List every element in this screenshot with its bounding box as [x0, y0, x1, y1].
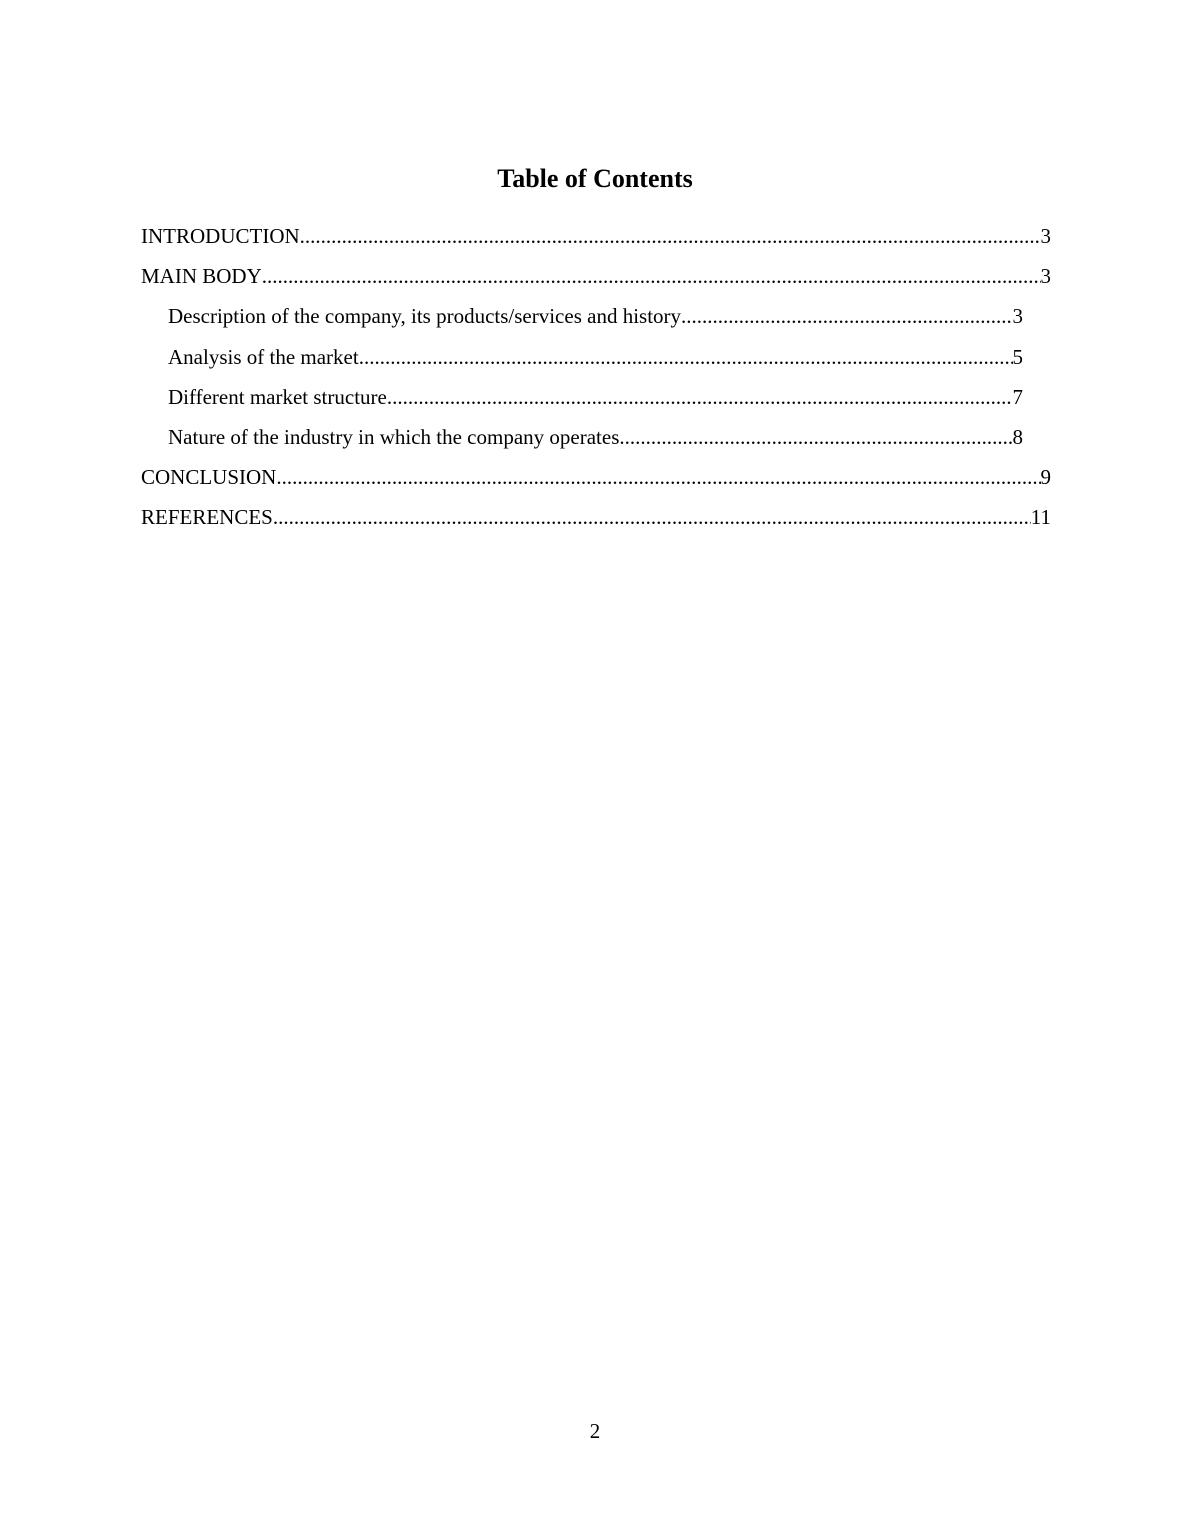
toc-entry-page: 11 — [1030, 505, 1051, 530]
toc-dot-leader — [273, 501, 1031, 533]
toc-dot-leader — [387, 381, 1013, 413]
toc-entry-conclusion[interactable] — [141, 461, 1051, 501]
toc-entry-label: Nature of the industry in which the company operates — [168, 424, 620, 449]
toc-list — [141, 220, 1051, 542]
toc-entry-label: INTRODUCTION — [141, 224, 300, 248]
toc-entry-industry-nature[interactable] — [141, 421, 1023, 461]
toc-entry-label: CONCLUSION — [141, 465, 277, 490]
toc-entry-main-body[interactable] — [141, 260, 1051, 300]
toc-entry-page: 3 — [1012, 304, 1023, 329]
toc-entry-label: Description of the company, its products/services and history — [168, 304, 682, 329]
toc-entry-label: Analysis of the market — [168, 344, 359, 369]
toc-dot-leader — [619, 421, 1012, 453]
toc-dot-leader — [681, 300, 1012, 332]
toc-dot-leader — [300, 220, 1041, 252]
toc-dot-leader — [276, 461, 1040, 493]
toc-entry-label: REFERENCES — [141, 505, 273, 530]
toc-entry-introduction[interactable] — [141, 220, 1051, 260]
page-number: 2 — [589, 1419, 601, 1443]
toc-entry-company-description[interactable] — [141, 300, 1023, 340]
toc-entry-market-structure[interactable] — [141, 381, 1023, 421]
toc-entry-page: 3 — [1040, 224, 1051, 248]
toc-entry-label: Different market structure — [168, 384, 387, 409]
toc-entry-page: 9 — [1040, 465, 1051, 490]
toc-entry-market-analysis[interactable] — [141, 341, 1023, 381]
toc-entry-label: MAIN BODY — [141, 264, 262, 289]
toc-dot-leader — [359, 341, 1013, 373]
toc-dot-leader — [262, 260, 1041, 292]
toc-entry-page: 7 — [1012, 384, 1023, 409]
toc-entry-page: 5 — [1012, 344, 1023, 369]
toc-title: Table of Contents — [497, 164, 693, 193]
toc-entry-page: 8 — [1012, 424, 1023, 449]
toc-entry-references[interactable] — [141, 501, 1051, 541]
toc-entry-page: 3 — [1040, 264, 1051, 289]
